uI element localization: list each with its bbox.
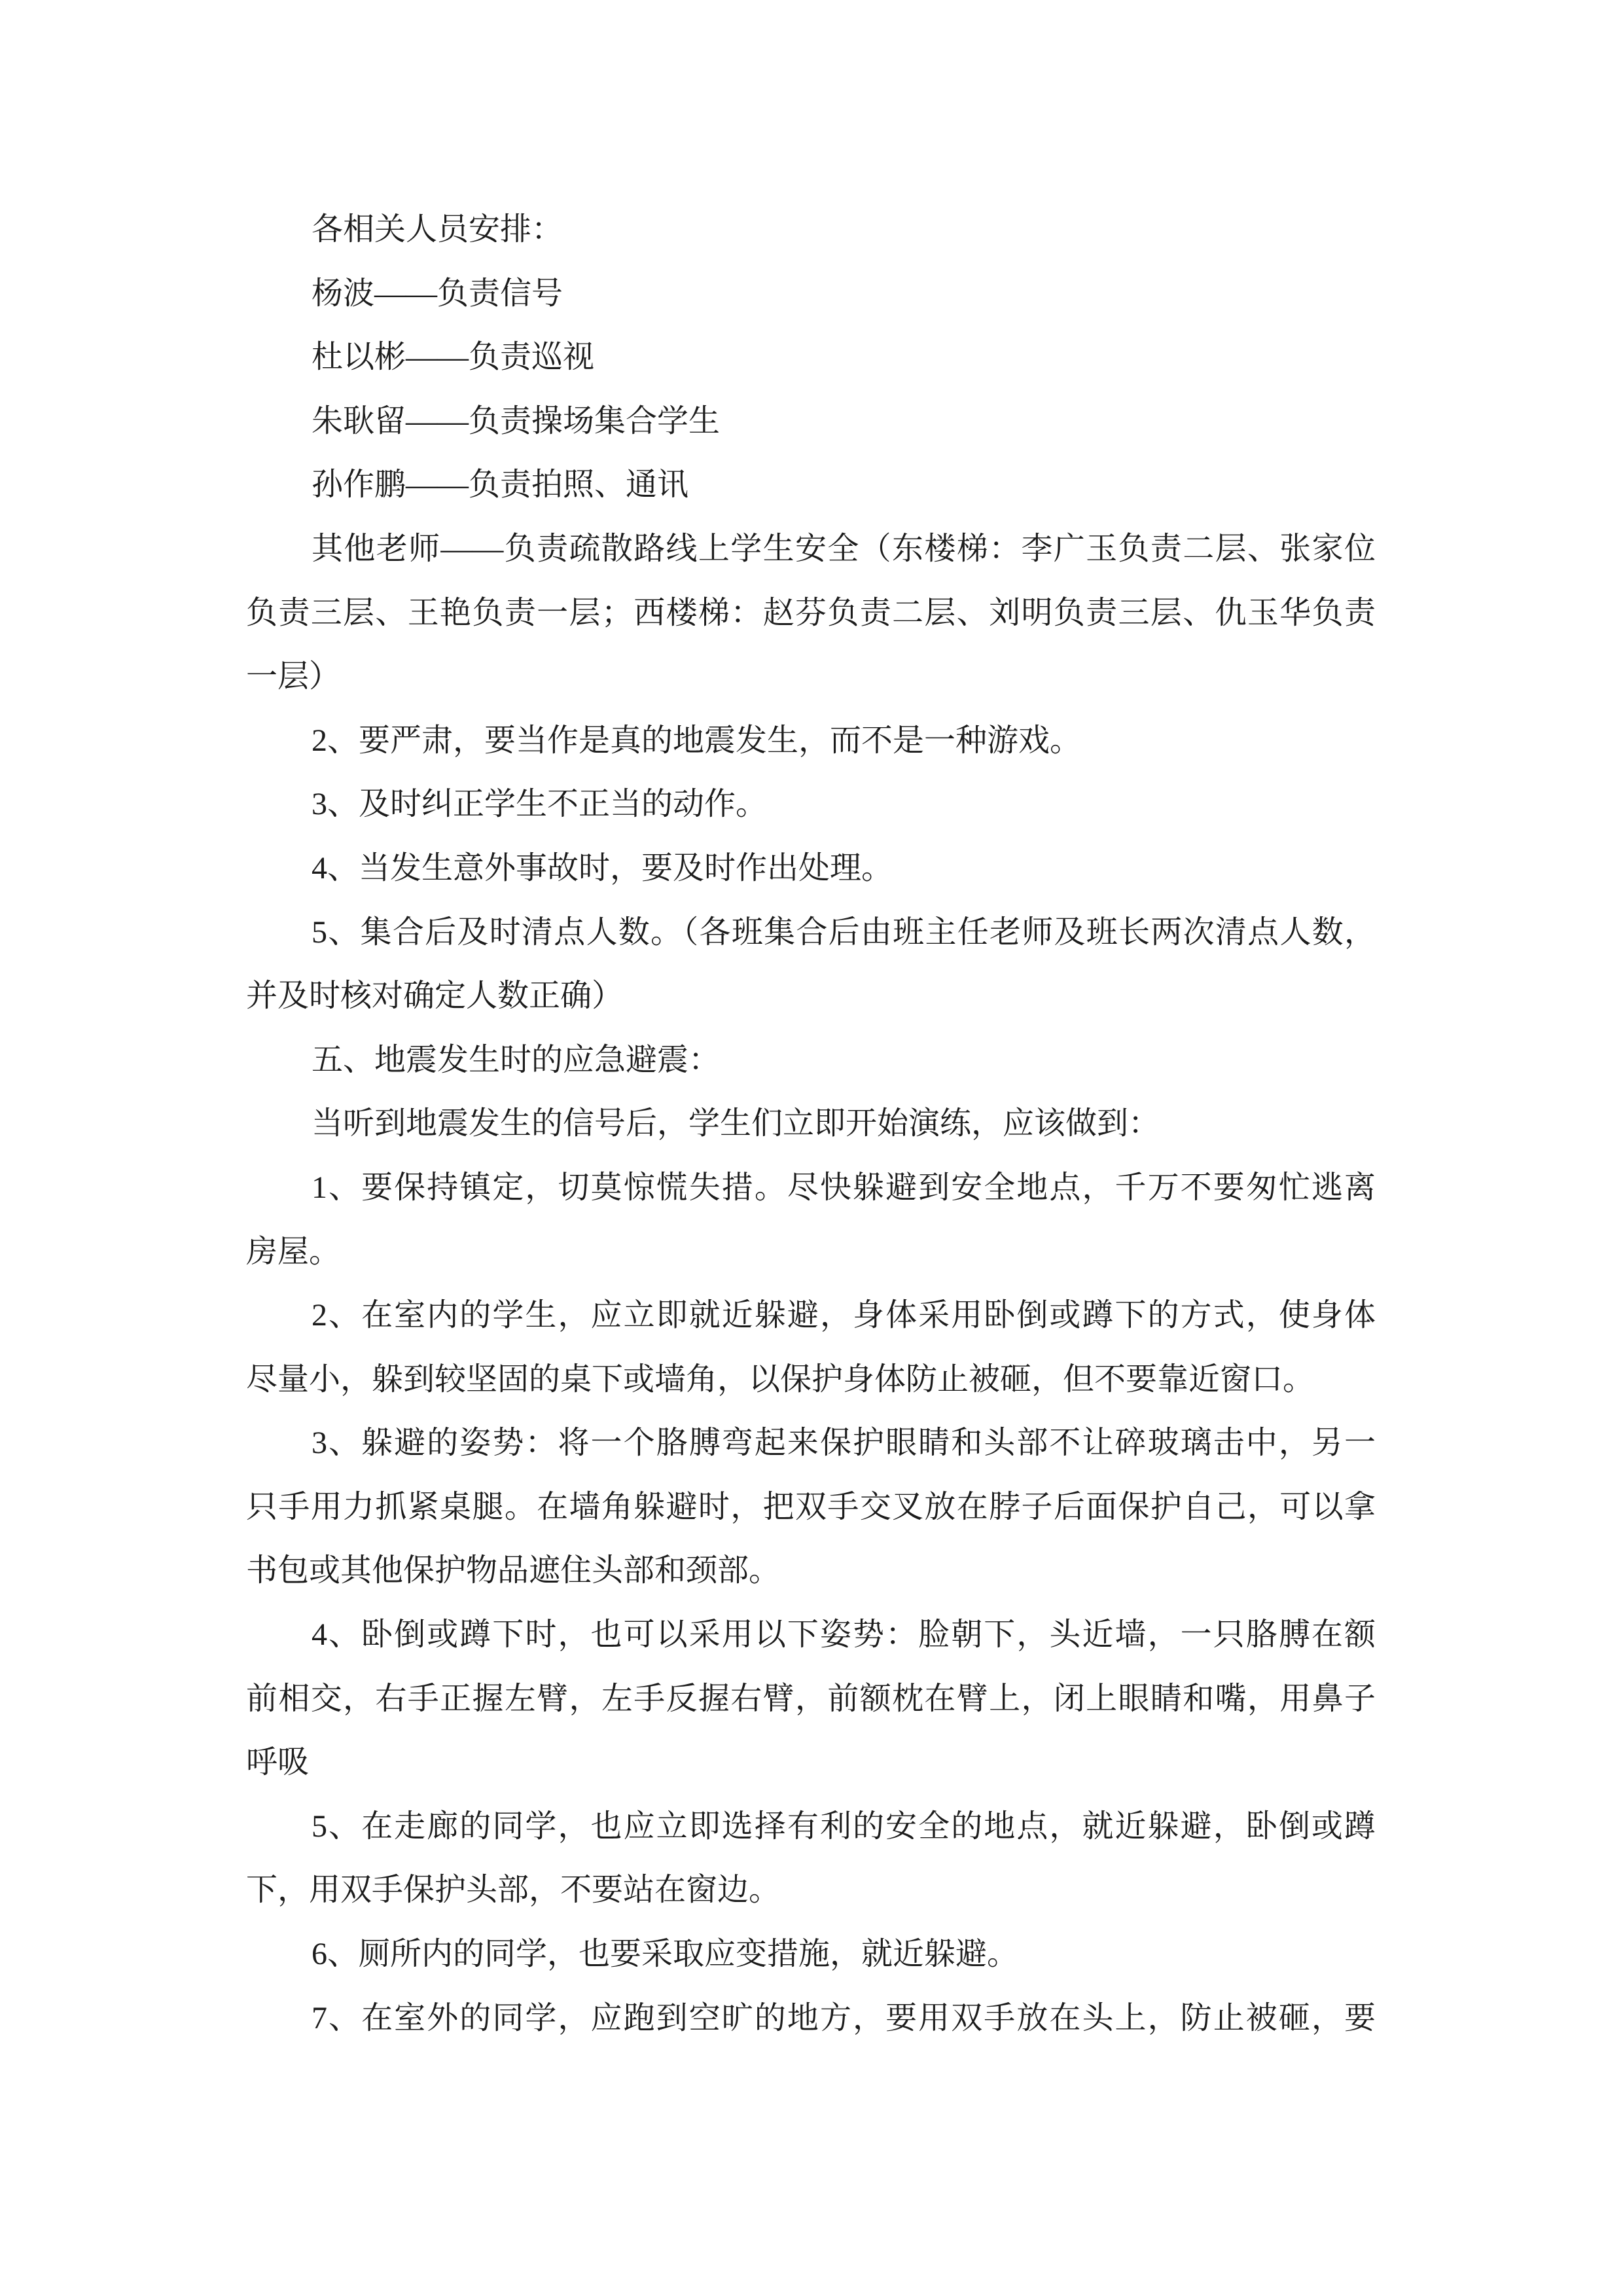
- paragraph: [246, 1986, 1376, 2051]
- paragraph: [246, 1156, 1376, 1283]
- paragraph: [246, 1795, 1376, 1922]
- paragraph: [246, 453, 1376, 517]
- text-line: 负责三层、王艳负责一层；西楼梯：赵芬负责二层、刘明负责三层、仇玉华负责: [246, 595, 1376, 630]
- paragraph: [246, 262, 1376, 326]
- text-line: 房屋。: [246, 1234, 341, 1269]
- paragraph: [246, 901, 1376, 1028]
- paragraph: [246, 198, 1376, 262]
- paragraph: [246, 1283, 1376, 1411]
- text-line: 杜以彬——负责巡视: [312, 340, 595, 375]
- document-body: [246, 198, 1376, 2050]
- text-line: 2、要严肃，要当作是真的地震发生，而不是一种游戏。: [312, 723, 1082, 758]
- text-line: 4、当发生意外事故时，要及时作出处理。: [312, 850, 893, 886]
- text-line: 书包或其他保护物品遮住头部和颈部。: [246, 1553, 781, 1588]
- text-line: 5、集合后及时清点人数。（各班集合后由班主任老师及班长两次清点人数，: [312, 914, 1376, 950]
- text-line: 各相关人员安排：: [312, 212, 563, 247]
- paragraph: [246, 1092, 1376, 1156]
- text-line: 3、躲避的姿势：将一个胳膊弯起来保护眼睛和头部不让碎玻璃击中，另一: [312, 1426, 1376, 1461]
- text-line: 1、要保持镇定，切莫惊慌失措。尽快躲避到安全地点，千万不要匆忙逃离: [312, 1170, 1376, 1205]
- text-line: 下，用双手保护头部，不要站在窗边。: [246, 1873, 781, 1908]
- paragraph: [246, 389, 1376, 454]
- text-line: 前相交，右手正握左臂，左手反握右臂，前额枕在臂上，闭上眼睛和嘴，用鼻子: [246, 1681, 1376, 1716]
- text-line: 只手用力抓紧桌腿。在墙角躲避时，把双手交叉放在脖子后面保护自己，可以拿: [246, 1489, 1376, 1524]
- text-line: 并及时核对确定人数正确）: [246, 978, 624, 1014]
- section-heading: [246, 1028, 1376, 1092]
- text-line: 其他老师——负责疏散路线上学生安全（东楼梯：李广玉负责二层、张家位: [312, 531, 1376, 566]
- paragraph: [246, 325, 1376, 389]
- text-line: 3、及时纠正学生不正当的动作。: [312, 787, 768, 822]
- paragraph: [246, 1922, 1376, 1986]
- text-line: 尽量小，躲到较坚固的桌下或墙角，以保护身体防止被砸，但不要靠近窗口。: [246, 1361, 1315, 1397]
- paragraph: [246, 836, 1376, 901]
- text-line: 4、卧倒或蹲下时，也可以采用以下姿势：脸朝下，头近墙，一只胳膊在额: [312, 1617, 1376, 1653]
- text-line: 孙作鹏——负责拍照、通讯: [312, 467, 689, 503]
- paragraph: [246, 772, 1376, 836]
- text-line: 2、在室内的学生，应立即就近躲避，身体采用卧倒或蹲下的方式，使身体: [312, 1298, 1376, 1333]
- text-line: 朱耿留——负责操场集合学生: [312, 403, 721, 439]
- text-line: 一层）: [246, 659, 341, 694]
- text-line: 五、地震发生时的应急避震：: [312, 1042, 721, 1077]
- paragraph: [246, 1603, 1376, 1795]
- paragraph: [246, 1411, 1376, 1603]
- text-line: 当听到地震发生的信号后，学生们立即开始演练，应该做到：: [312, 1106, 1160, 1141]
- text-line: 呼吸: [246, 1745, 310, 1780]
- text-line: 5、在走廊的同学，也应立即选择有利的安全的地点，就近躲避，卧倒或蹲: [312, 1808, 1376, 1844]
- text-line: 7、在室外的同学，应跑到空旷的地方，要用双手放在头上，防止被砸，要: [312, 2000, 1376, 2036]
- text-line: 杨波——负责信号: [312, 276, 563, 311]
- paragraph: [246, 709, 1376, 773]
- paragraph: [246, 517, 1376, 709]
- text-line: 6、厕所内的同学，也要采取应变措施，就近躲避。: [312, 1937, 1019, 1972]
